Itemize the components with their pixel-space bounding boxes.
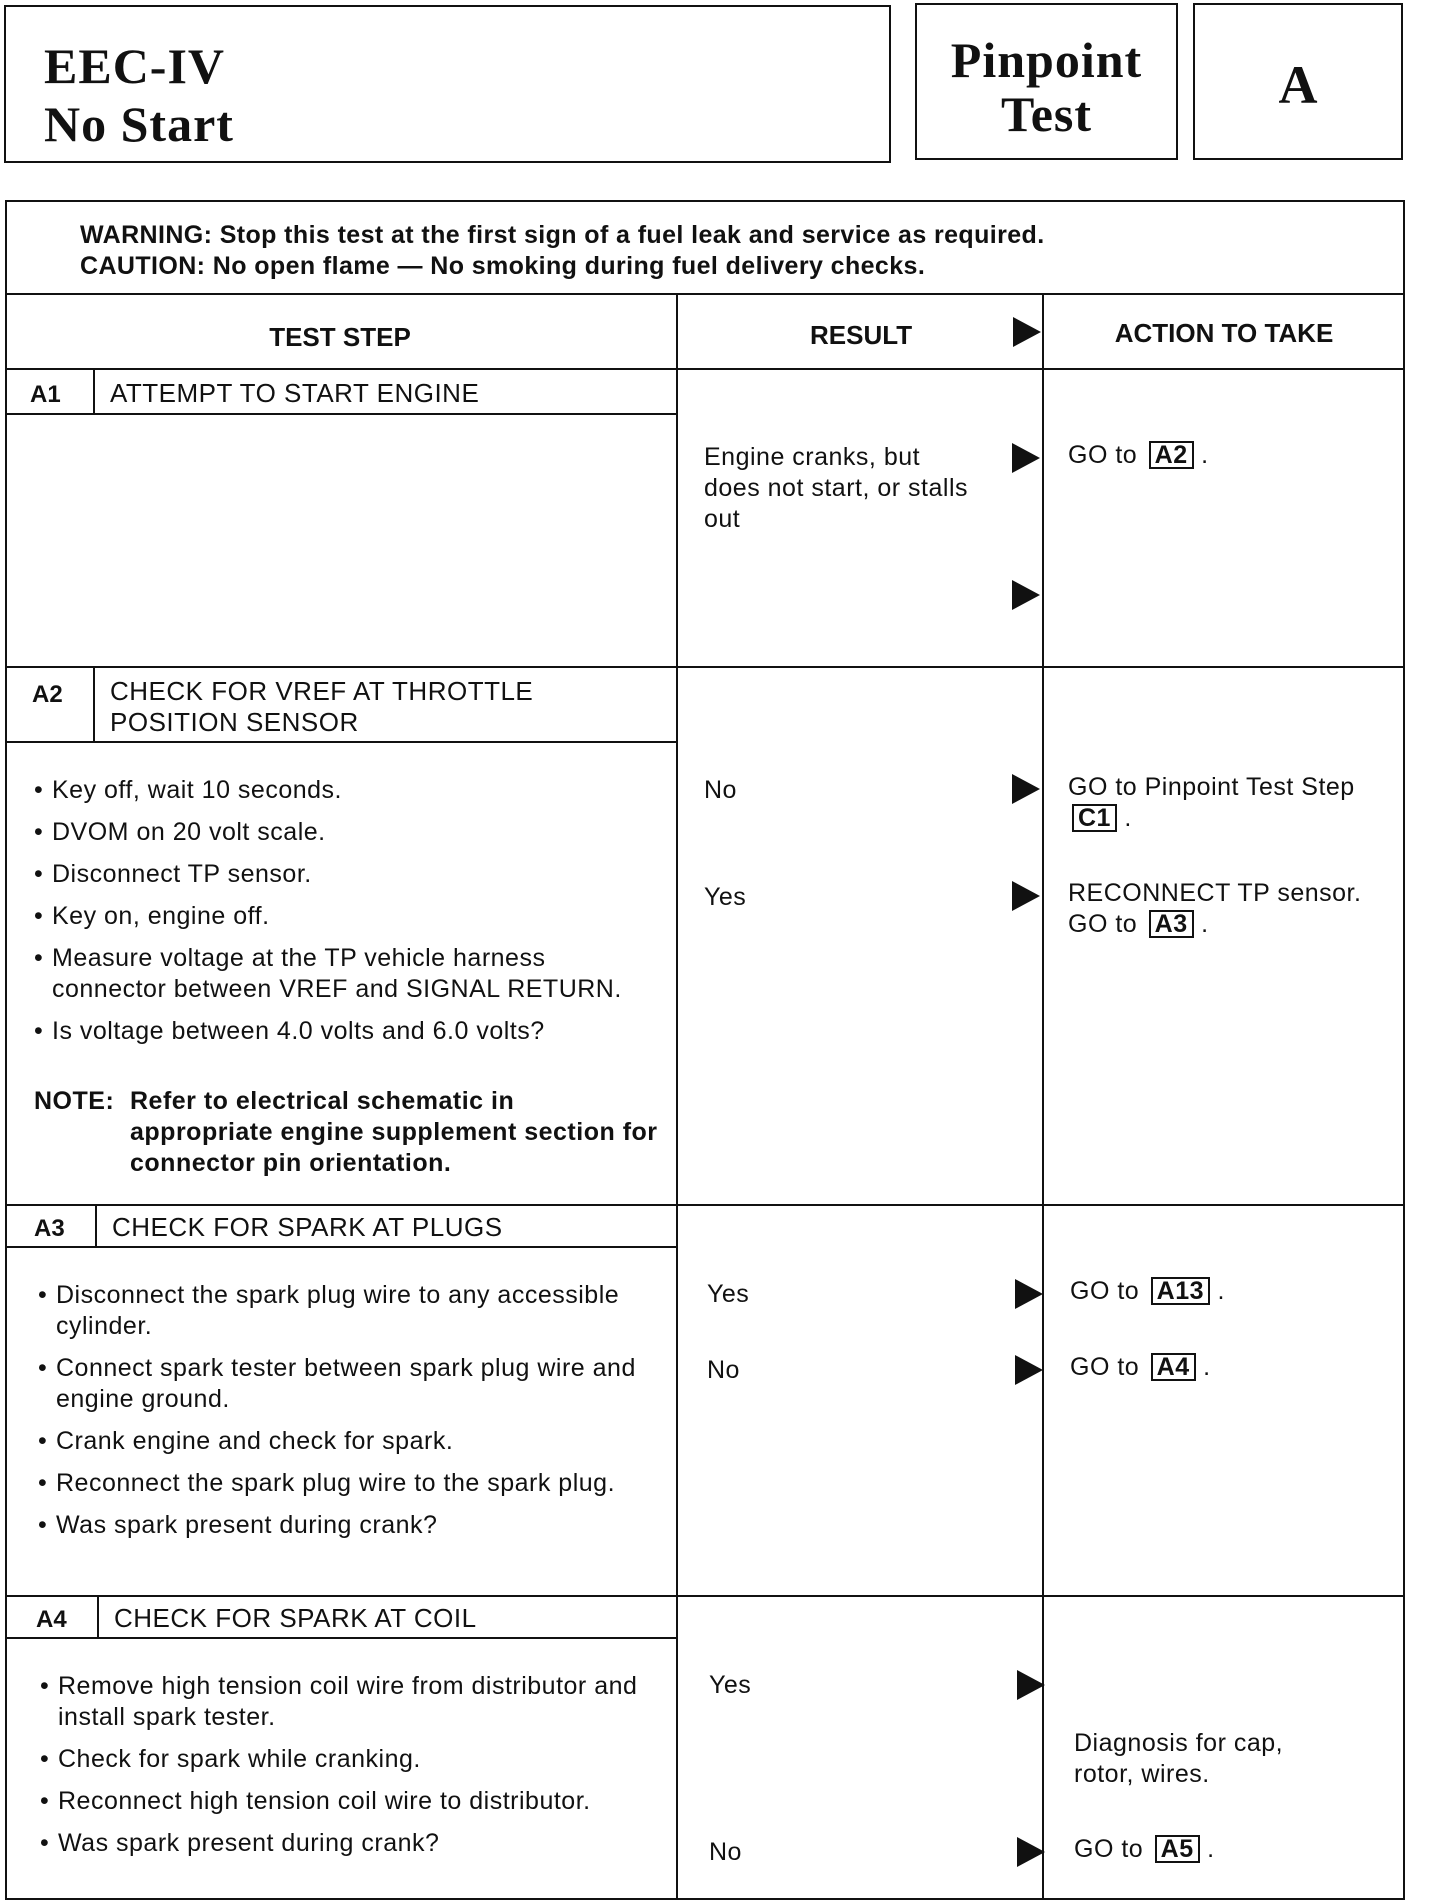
arrow-icon (1012, 443, 1040, 473)
step-a2-id: A2 (32, 681, 63, 708)
step-ref-a4[interactable]: A4 (1151, 1353, 1196, 1381)
column-divider-2 (1042, 293, 1044, 1900)
step-a4-result-no: No (709, 1838, 742, 1866)
list-item: • Key on, engine off. (32, 901, 652, 932)
test-letter-box (1193, 3, 1403, 160)
column-header-test-step: TEST STEP (269, 322, 411, 352)
step-a4-id-divider (97, 1597, 99, 1639)
list-item: • Is voltage between 4.0 volts and 6.0 volts? (32, 1016, 652, 1047)
step-a3-id-divider (95, 1206, 97, 1248)
note-text: Refer to electrical schematic in appropriate engine supplement section for connector pin orientation. (130, 1087, 658, 1177)
action-suffix: . (1217, 1277, 1225, 1305)
pinpoint-label (917, 33, 1176, 141)
step-a4-title: CHECK FOR SPARK AT COIL (114, 1603, 477, 1633)
step-ref-a3[interactable]: A3 (1149, 910, 1194, 938)
step-a4-instructions (38, 1671, 668, 1870)
step-a2-action-no (1068, 772, 1368, 834)
action-suffix: . (1201, 441, 1209, 469)
step-a2-title-underline (5, 741, 677, 743)
safety-notice (80, 220, 1045, 282)
note-label: NOTE: (34, 1087, 115, 1115)
step-ref-c1[interactable]: C1 (1072, 804, 1117, 832)
step-a3-action-no (1070, 1352, 1211, 1383)
action-text: GO to Pinpoint Test Step (1068, 773, 1355, 801)
step-a2-instructions (32, 775, 652, 1058)
step-a4-title-underline (5, 1637, 677, 1639)
step-a3-result-yes: Yes (707, 1280, 750, 1308)
notice-divider (5, 293, 1405, 295)
pinpoint-line-2: Test (1000, 86, 1093, 142)
step-ref-a13[interactable]: A13 (1151, 1277, 1210, 1305)
step-a1-result-1: Engine cranks, but does not start, or stalls out (704, 443, 969, 533)
step-a1-title-underline (5, 413, 677, 415)
action-text: RECONNECT TP sensor. GO to (1068, 879, 1362, 938)
header-divider (5, 368, 1405, 370)
pinpoint-box (915, 3, 1178, 160)
action-text: GO to (1070, 1353, 1140, 1381)
list-item: • Disconnect the spark plug wire to any accessible cylinder. (36, 1280, 666, 1342)
step-a3-title-underline (5, 1246, 677, 1248)
action-text: GO to (1070, 1277, 1140, 1305)
warning-text: WARNING: Stop this test at the first sign of a fuel leak and service as required. (80, 221, 1045, 249)
arrow-icon (1017, 1670, 1045, 1700)
step-a3-result-no: No (707, 1356, 740, 1384)
list-item: • Disconnect TP sensor. (32, 859, 652, 890)
row-divider-a3 (5, 1204, 1405, 1206)
pinpoint-line-1: Pinpoint (950, 32, 1143, 88)
step-a2-action-yes (1068, 878, 1368, 940)
step-a4-action-yes: Diagnosis for cap, rotor, wires. (1074, 1729, 1284, 1788)
row-divider-a2 (5, 666, 1405, 668)
step-a2-result-yes: Yes (704, 883, 747, 911)
step-a1-id: A1 (30, 381, 61, 408)
step-a3-instructions (36, 1280, 666, 1552)
arrow-icon (1015, 1355, 1043, 1385)
list-item: • Crank engine and check for spark. (36, 1426, 666, 1457)
arrow-icon (1012, 774, 1040, 804)
list-item: • Connect spark tester between spark plug wire and engine ground. (36, 1353, 666, 1415)
arrow-icon (1017, 1837, 1045, 1867)
list-item: • Key off, wait 10 seconds. (32, 775, 652, 806)
step-a2-note (34, 1086, 664, 1179)
list-item: • Reconnect high tension coil wire to distributor. (38, 1786, 668, 1817)
list-item: • Was spark present during crank? (36, 1510, 666, 1541)
step-a2-result-no: No (704, 776, 737, 804)
arrow-icon (1012, 580, 1040, 610)
action-suffix: . (1201, 910, 1209, 938)
list-item: • DVOM on 20 volt scale. (32, 817, 652, 848)
action-text: GO to (1068, 441, 1138, 469)
step-a4-action-no (1074, 1834, 1215, 1865)
action-suffix: . (1207, 1835, 1215, 1863)
list-item: • Reconnect the spark plug wire to the spark plug. (36, 1468, 666, 1499)
step-a1-id-divider (93, 370, 95, 414)
step-a2-title: CHECK FOR VREF AT THROTTLE POSITION SENSOR (110, 676, 534, 737)
step-a3-title: CHECK FOR SPARK AT PLUGS (112, 1212, 503, 1242)
column-divider-1 (676, 293, 678, 1900)
page-title (44, 37, 234, 153)
title-line-2: No Start (44, 96, 234, 152)
step-a3-action-yes (1070, 1276, 1225, 1307)
step-ref-a5[interactable]: A5 (1155, 1835, 1200, 1863)
column-header-action: ACTION TO TAKE (1114, 318, 1334, 348)
caution-text: CAUTION: No open flame — No smoking during fuel delivery checks. (80, 252, 926, 280)
column-header-result: RESULT (810, 320, 913, 350)
step-a1-title: ATTEMPT TO START ENGINE (110, 378, 480, 408)
test-letter: A (1278, 55, 1318, 115)
arrow-icon (1012, 881, 1040, 911)
step-a1-action-1 (1068, 440, 1209, 471)
action-text: GO to (1074, 1835, 1144, 1863)
title-line-1: EEC-IV (44, 38, 226, 94)
step-a3-id: A3 (34, 1215, 65, 1242)
step-a4-id: A4 (36, 1606, 67, 1633)
list-item: • Remove high tension coil wire from distributor and install spark tester. (38, 1671, 668, 1733)
arrow-icon (1015, 1279, 1043, 1309)
step-ref-a2[interactable]: A2 (1149, 441, 1194, 469)
result-arrow-icon (1013, 317, 1041, 347)
list-item: • Measure voltage at the TP vehicle harness connector between VREF and SIGNAL RETURN. (32, 943, 652, 1005)
title-box (4, 5, 891, 163)
step-a2-id-divider (93, 668, 95, 743)
row-divider-a4 (5, 1595, 1405, 1597)
action-suffix: . (1124, 804, 1132, 832)
step-a4-result-yes: Yes (709, 1671, 752, 1699)
action-suffix: . (1203, 1353, 1211, 1381)
list-item: • Was spark present during crank? (38, 1828, 668, 1859)
list-item: • Check for spark while cranking. (38, 1744, 668, 1775)
